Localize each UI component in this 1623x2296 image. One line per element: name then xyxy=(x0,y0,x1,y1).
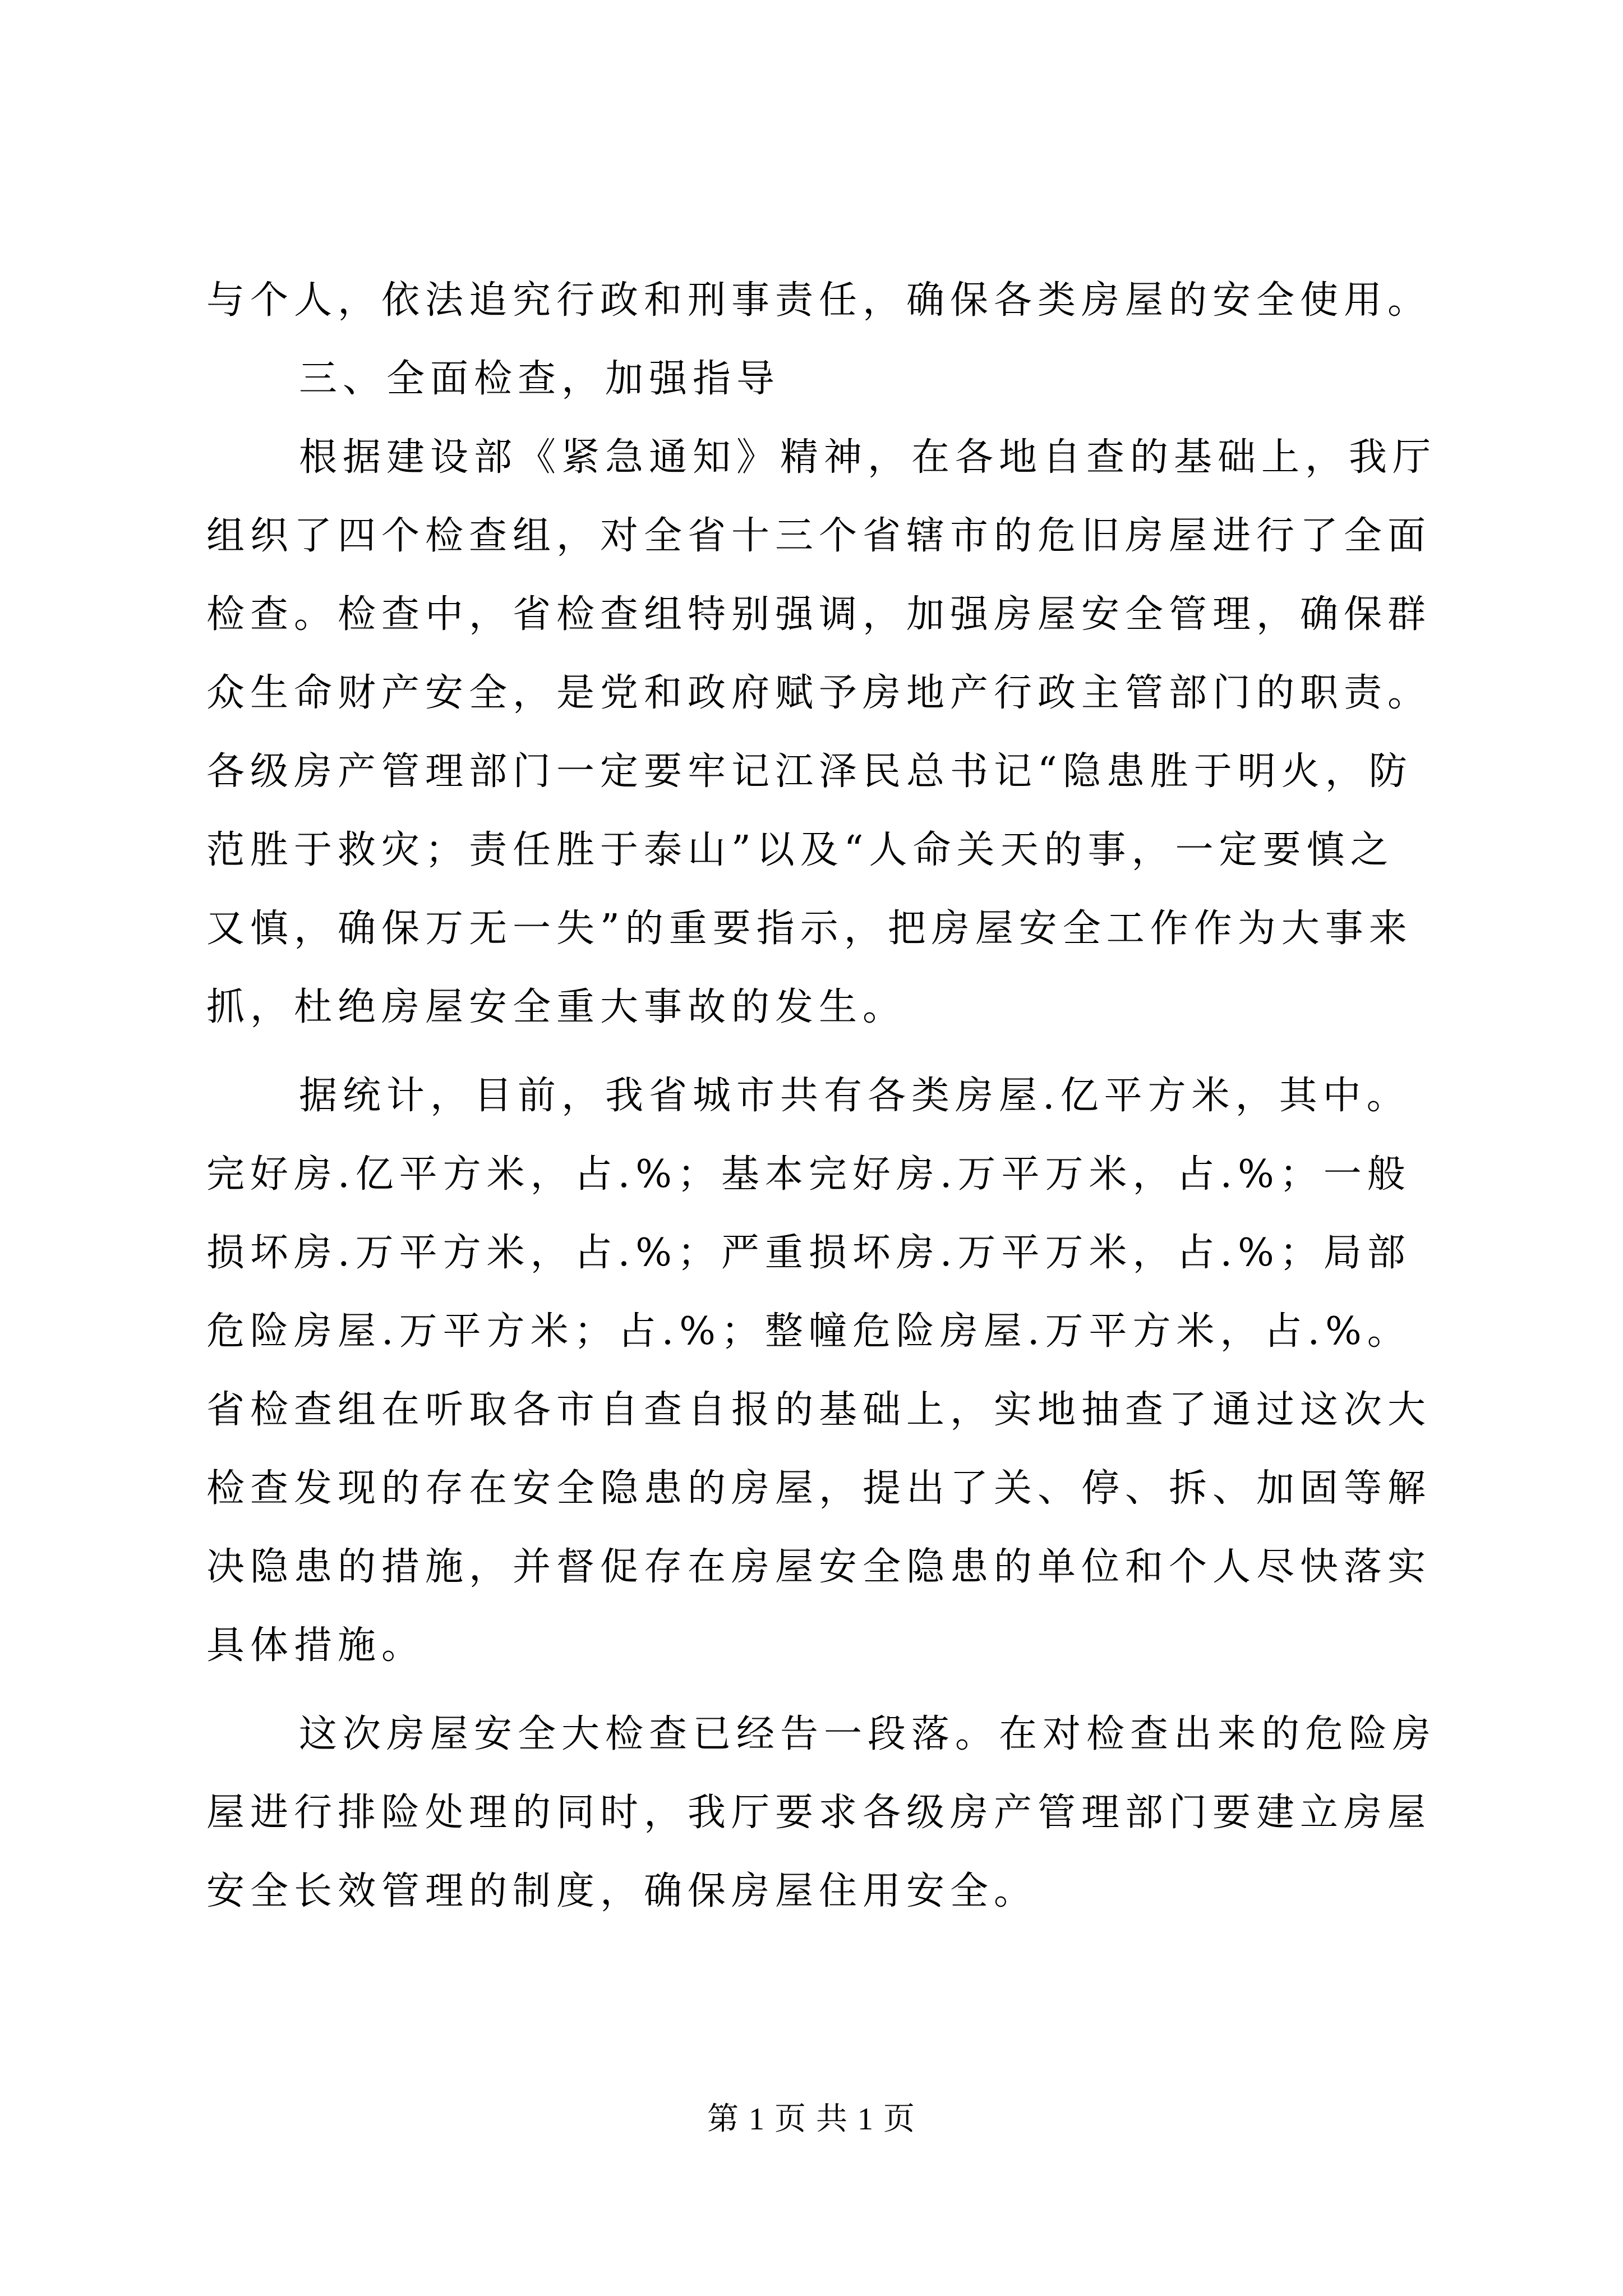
text-line: 这次房屋安全大检查已经告一段落。在对检查出来的危险房 xyxy=(299,1712,1437,1756)
text-line: 损坏房.万平方米，占.%；严重损坏房.万平万米，占.%；局部 xyxy=(206,1231,1411,1275)
paragraph-gap xyxy=(206,1047,1429,1057)
text-line: 抓，杜绝房屋安全重大事故的发生。 xyxy=(206,985,907,1029)
text-line: 危险房屋.万平方米；占.%；整幢危险房屋.万平方米，占.%。 xyxy=(206,1309,1411,1354)
text-line: 检查发现的存在安全隐患的房屋，提出了关、停、拆、加固等解 xyxy=(206,1466,1432,1511)
section-heading: 三、全面检查，加强指导 xyxy=(299,357,781,401)
page-footer: 第 1 页 共 1 页 xyxy=(707,2102,916,2137)
text-line: 又慎，确保万无一失”的重要指示，把房屋安全工作作为大事来 xyxy=(206,907,1413,951)
text-line: 众生命财产安全，是党和政府赋予房地产行政主管部门的职责。 xyxy=(206,671,1432,715)
text-line: 安全长效管理的制度，确保房屋住用安全。 xyxy=(206,1869,1038,1913)
text-line: 完好房.亿平方米，占.%；基本完好房.万平万米，占.%；一般 xyxy=(206,1152,1411,1197)
text-line: 与个人，依法追究行政和刑事责任，确保各类房屋的安全使用。 xyxy=(206,278,1432,323)
text-line: 屋进行排险处理的同时，我厅要求各级房产管理部门要建立房屋 xyxy=(206,1791,1432,1835)
text-line: 根据建设部《紧急通知》精神，在各地自查的基础上，我厅 xyxy=(299,435,1437,480)
text-line: 检查。检查中，省检查组特别强调，加强房屋安全管理，确保群 xyxy=(206,592,1432,637)
text-line: 组织了四个检查组，对全省十三个省辖市的危旧房屋进行了全面 xyxy=(206,514,1432,558)
text-line: 各级房产管理部门一定要牢记江泽民总书记“隐患胜于明火，防 xyxy=(206,749,1413,794)
document-body xyxy=(206,261,1437,1931)
paragraph-gap xyxy=(206,1685,1429,1695)
text-line: 据统计，目前，我省城市共有各类房屋.亿平方米，其中。 xyxy=(299,1074,1410,1118)
text-line: 范胜于救灾；责任胜于泰山”以及“人命关天的事，一定要慎之 xyxy=(206,828,1394,872)
text-line: 决隐患的措施，并督促存在房屋安全隐患的单位和个人尽快落实 xyxy=(206,1545,1432,1589)
text-line: 省检查组在听取各市自查自报的基础上，实地抽查了通过这次大 xyxy=(206,1388,1432,1432)
text-line: 具体措施。 xyxy=(206,1623,426,1668)
